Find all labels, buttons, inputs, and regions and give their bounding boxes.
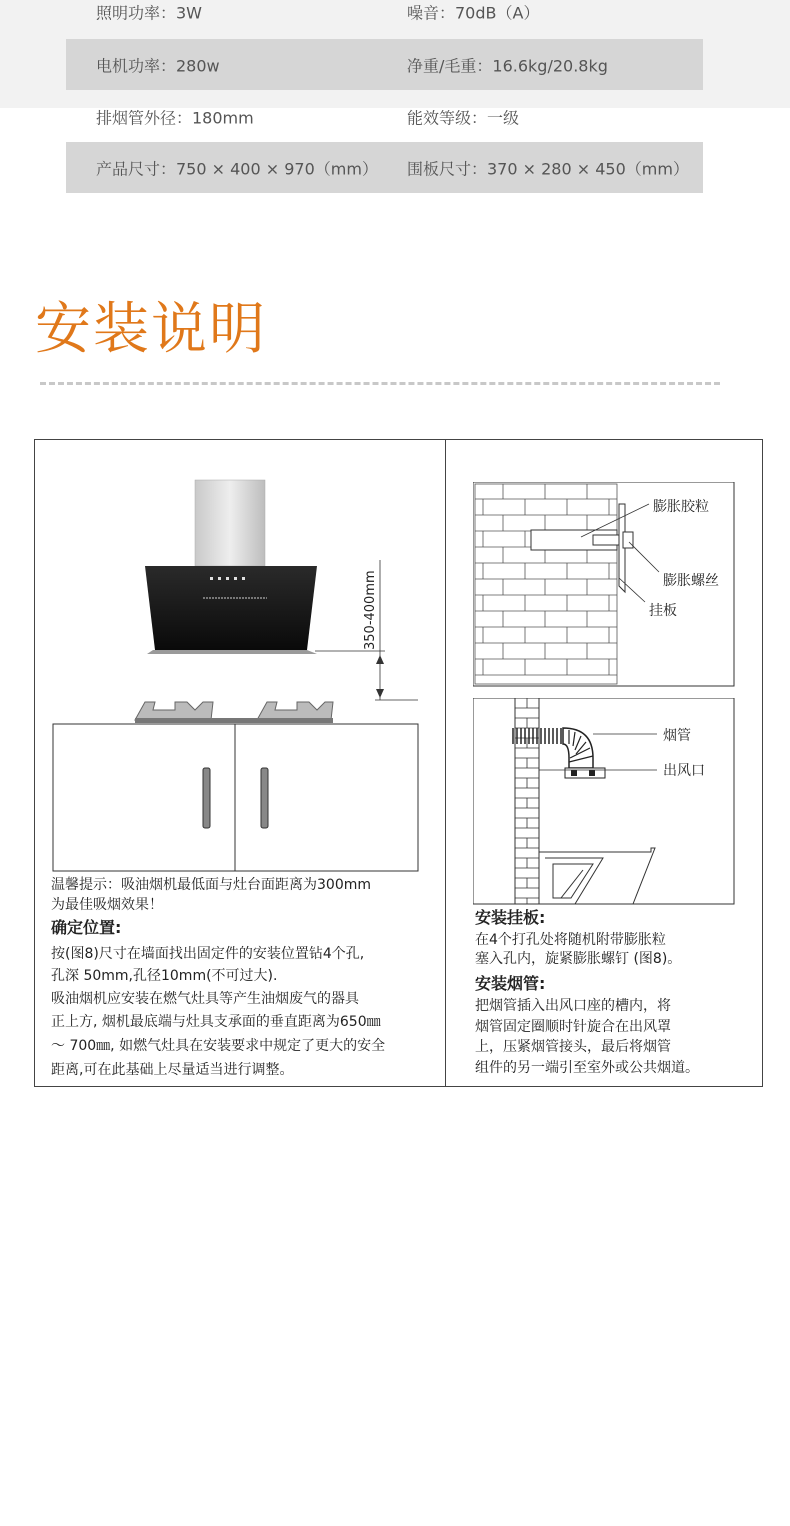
stove-top bbox=[135, 718, 333, 723]
body-line: 塞入孔内，旋紧膨胀螺钉 (图8)。 bbox=[475, 951, 682, 967]
label-outlet: 出风口 bbox=[663, 763, 705, 779]
spec-left: 照明功率：3W bbox=[96, 3, 203, 22]
body-line: 正上方, 烟机最底端与灶具支承面的垂直距离为650㎜ bbox=[51, 1014, 381, 1030]
anchor bbox=[593, 535, 619, 545]
spec-right: 噪音：70dB（A） bbox=[407, 3, 540, 22]
title-divider bbox=[40, 382, 720, 385]
section-title: 安装说明 bbox=[35, 297, 267, 362]
body-line: ～ 700㎜, 如燃气灶具在安装要求中规定了更大的安全 bbox=[51, 1038, 386, 1054]
label-screw: 膨胀螺丝 bbox=[663, 573, 719, 589]
tip-line: 温馨提示：吸油烟机最低面与灶台面距离为300mm bbox=[51, 877, 371, 893]
body-line: 把烟管插入出风口座的槽内，将 bbox=[475, 998, 671, 1014]
body-line: 距离,可在此基础上尽量适当进行调整。 bbox=[51, 1062, 294, 1078]
spec-row bbox=[66, 39, 703, 90]
right-heading: 安装挂板: bbox=[475, 908, 546, 927]
panel-divider bbox=[445, 440, 446, 1086]
spec-row bbox=[66, 0, 703, 37]
left-heading: 确定位置: bbox=[51, 918, 122, 937]
label-duct: 烟管 bbox=[663, 728, 691, 744]
body-line: 上，压紧烟管接头，最后将烟管 bbox=[475, 1039, 671, 1055]
body-line: 在4个打孔处将随机附带膨胀粒 bbox=[475, 932, 666, 948]
spec-row bbox=[66, 142, 703, 193]
label-anchor: 膨胀胶粒 bbox=[653, 499, 709, 515]
spec-left: 排烟管外径：180mm bbox=[96, 108, 254, 127]
spec-right: 净重/毛重：16.6kg/20.8kg bbox=[407, 56, 608, 75]
installation-panel bbox=[34, 439, 763, 1087]
spec-row bbox=[66, 91, 703, 142]
body-line: 按(图8)尺寸在墙面找出固定件的安装位置钻4个孔, bbox=[51, 946, 365, 962]
body-line: 组件的另一端引至室外或公共烟道。 bbox=[475, 1060, 699, 1076]
tip-line: 为最佳吸烟效果！ bbox=[51, 897, 163, 913]
hood-chimney bbox=[195, 480, 265, 566]
body-line: 孔深 50mm,孔径10mm(不可过大). bbox=[51, 968, 278, 984]
spec-left: 产品尺寸：750 × 400 × 970（mm） bbox=[96, 159, 378, 178]
duct-diagram bbox=[473, 698, 735, 906]
dimension-label: 350-400mm bbox=[363, 570, 378, 650]
spec-right: 能效等级：一级 bbox=[407, 108, 520, 127]
hood-glass-panel bbox=[145, 566, 317, 650]
body-line: 吸油烟机应安装在燃气灶具等产生油烟废气的器具 bbox=[51, 991, 359, 1007]
cabinet-handle bbox=[203, 768, 210, 828]
spec-left: 电机功率：280w bbox=[96, 56, 220, 75]
label-plate: 挂板 bbox=[649, 603, 677, 619]
spec-right: 围板尺寸：370 × 280 × 450（mm） bbox=[407, 159, 689, 178]
cabinet-handle bbox=[261, 768, 268, 828]
hood-installation-illustration bbox=[35, 440, 445, 880]
right-heading: 安装烟管: bbox=[475, 974, 546, 993]
body-line: 烟管固定圈顺时针旋合在出风罩 bbox=[475, 1019, 671, 1035]
